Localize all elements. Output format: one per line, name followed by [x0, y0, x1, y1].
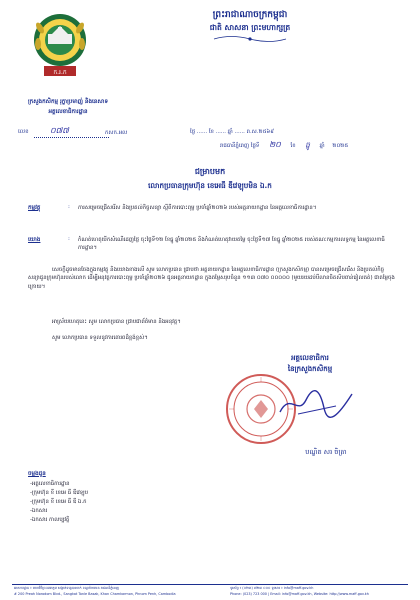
footer-divider — [12, 584, 408, 585]
cc-heading: ចម្លងជូន — [28, 471, 46, 477]
national-motto: ជាតិ សាសនា ព្រះមហាក្សត្រ — [209, 23, 291, 32]
gregorian-date — [220, 141, 348, 150]
date-day: ២០ — [269, 140, 281, 149]
ministry-emblem-logo — [30, 8, 90, 94]
letter-recipient: លោកប្រធានក្រុមហ៊ុន ខេអេធី ឌីវេឡុបមិន ឯ.ក — [148, 181, 272, 190]
lunar-date-text: ថ្ងៃ ...... ខែ ...... ឆ្នាំ ...... ព.ស.២៥៦៩ — [190, 129, 275, 135]
footer-address-km: អាសយដ្ឋាន ៖ មហាវិថីព្រះនរោត្តម សង្កាត់ទន្លេបាសាក់ ខណ្ឌចំការមន រាជធានីភ្នំពេញ — [14, 586, 119, 590]
reference-code: កសក.អល — [105, 130, 128, 136]
signer-position-1: អគ្គលេខាធិការ — [291, 354, 329, 362]
signer-position-2: នៃក្រសួងកសិកម្ម — [287, 365, 333, 373]
closing-line: សូម លោកប្រធាន ទទួលនូវការគោរពដ៏ខ្ពង់ខ្ពស់។ — [52, 335, 148, 341]
emblem-banner-text: ក.រ.ក — [53, 69, 67, 76]
reference-section-label: យោង — [28, 237, 41, 243]
date-prefix: រាជធានីភ្នំពេញ ថ្ងៃទី — [220, 143, 260, 149]
reference-label: លេខ — [18, 129, 29, 135]
footer-contact-km: ទូរស័ព្ទ ៖ (០២៣) ៧២៣ ០០០ ទូរសារ ៖ info@maff.gov.kh — [230, 586, 314, 590]
body-paragraph-1: សេចក្តីដូចមានចែងក្នុងកម្មវត្ថុ និងយោងខាងលើ សូម លោកប្រធាន ជ្រាបថា អគ្គនាយកដ្ឋាន នៃអគ្គលេខាធិការដ្ឋាន (ក្រសួងកសិកម្ម) បានសម្រេចជ្រើសរើស និងប្រគល់កិច្ចសន្យាជូនក្រុមហ៊ុនរបស់លោក ដើម្បីអនុវត្តការបោះពុម្ព ប្រចាំឆ្នាំ២០២៦ ជូនអគ្គនាយកដ្ឋាន ក្នុងតម្លៃសរុបចំនួន ១១៣ ០៧០ ០០០០០ (មួយរយដប់បីលានចិតសិបពាន់រៀលគត់) ជាតម្លៃចុងក្រោយ។ — [28, 267, 395, 290]
ministry-name: ក្រសួងកសិកម្ម រុក្ខាប្រមាញ់ និងនេសាទ — [27, 99, 109, 105]
handwritten-signature — [276, 386, 356, 422]
reference-dotted-line — [34, 137, 109, 138]
subject-colon: : — [68, 204, 70, 210]
date-month-label: ខែ — [290, 143, 296, 149]
reference-section-colon: : — [68, 236, 70, 242]
cc-item: -ក្រុមហ៊ុន ខី ខេអេ ធី ឌី ឯ.ក — [30, 499, 87, 505]
signer-name: បណ្ឌិត សរ ចិត្រា — [305, 448, 347, 456]
reference-section-text: កំណត់ហេតុបើកសំណើដេញថ្លៃ ចុះថ្ងៃទី១២ ខែធ្នូ ឆ្នាំ២០២៥ និងកំណត់ហេតុវាយតម្លៃ ចុះថ្ងៃទី១៧ ខែធ្នូ ឆ្នាំ២០២៥ របស់គណៈកម្មការលទ្ធកម្ម នៃអគ្គលេខាធិការដ្ឋាន។ — [78, 237, 385, 252]
letter-heading: ជម្រាបមក — [194, 167, 226, 176]
footer-contact-en: Phone: (023) 723 000 | Email: info@maff.gov.kh, Website: http://www.maff.gov.kh — [230, 592, 369, 596]
cc-item: -ឯកសារ កាលប្បវត្តិ — [30, 517, 70, 523]
date-year-label: ឆ្នាំ — [319, 143, 325, 149]
cc-item: -អគ្គលេខាធិការដ្ឋាន — [30, 481, 70, 487]
reference-number: ០៧៧ — [50, 126, 69, 135]
date-month: ធ្នូ — [305, 141, 310, 149]
kingdom-title: ព្រះរាជាណាចក្រកម្ពុជា — [212, 10, 288, 20]
cc-item: -ក្រុមហ៊ុន ខី ខេអេ ធី ឌីវេឡុប — [30, 490, 89, 496]
subject-text: ការសម្រេចជ្រើសរើស និងប្រគល់កិច្ចសន្យា ស្តីពីការបោះពុម្ព ប្រចាំឆ្នាំ២០២៦ របស់អគ្គនាយកដ្ឋាន នៃអគ្គលេខាធិការដ្ឋាន។ — [78, 205, 317, 211]
lunar-date — [190, 128, 274, 136]
motto-ornament-divider — [212, 34, 288, 44]
footer-address-en: # 200 Preah Norodom Blvd., Sangkat Tonle Basak, Khan Chamkarmon, Phnom Penh, Cambodia — [14, 592, 176, 596]
date-year: ២០២៥ — [332, 143, 349, 149]
subject-label: កម្មវត្ថុ — [28, 205, 41, 211]
body-paragraph-2: អាស្រ័យហេតុនេះ សូម លោកប្រធាន ជ្រាបជាព័ត៌មាន និងអនុវត្ត។ — [52, 319, 181, 325]
cc-item: -ឯកសារ — [30, 508, 48, 514]
department-name: អគ្គលេខាធិការដ្ឋាន — [48, 109, 88, 115]
